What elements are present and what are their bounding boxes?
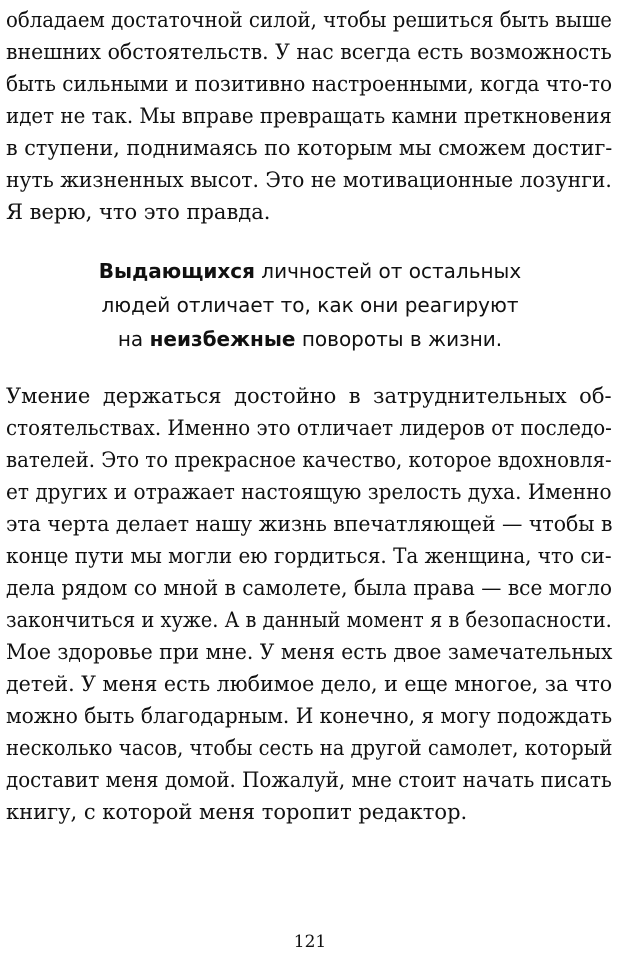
text-line: конце пути мы могли ею гордиться. Та женщина, что си- bbox=[6, 544, 612, 568]
text-line: обладаем достаточной силой, чтобы решиться быть выше bbox=[6, 8, 612, 32]
text-line: внешних обстоятельств. У нас всегда есть возможность bbox=[6, 40, 612, 64]
page-number: 121 bbox=[293, 932, 327, 952]
text-line: эта черта делает нашу жизнь впечатляющей — чтобы в bbox=[6, 512, 613, 536]
quote-line-2: людей отличает то, как они реагируют bbox=[101, 293, 519, 317]
text-line: стоятельствах. Именно это отличает лидеров от последо- bbox=[6, 416, 612, 440]
quote-emphasis: Выдающихся bbox=[98, 259, 255, 283]
text-line: нуть жизненных высот. Это не мотивационные лозунги. bbox=[6, 168, 612, 192]
quote-line-3 bbox=[0, 322, 620, 356]
text-line: книгу, с которой меня торопит редактор. bbox=[6, 800, 468, 824]
text-line: вателей. Это то прекрасное качество, которое вдохновля- bbox=[6, 448, 612, 472]
text-line: быть сильными и позитивно настроенными, когда что-то bbox=[6, 72, 613, 96]
text-line: детей. У меня есть любимое дело, и еще многое, за что bbox=[6, 672, 613, 696]
text-line: в ступени, поднимаясь по которым мы сможем достиг- bbox=[6, 136, 613, 160]
quote-line-1 bbox=[0, 254, 620, 288]
text-line: дела рядом со мной в самолете, была права — все могло bbox=[6, 576, 613, 600]
text-line: Умение держаться достойно в затруднительных об- bbox=[6, 384, 612, 408]
paragraph-2 bbox=[6, 380, 612, 828]
text-line: несколько часов, чтобы сесть на другой самолет, который bbox=[6, 736, 613, 760]
text-line: Мое здоровье при мне. У меня есть двое замечательных bbox=[6, 640, 613, 664]
text-line: Я верю, что это правда. bbox=[6, 200, 271, 224]
quote-emphasis: неизбежные bbox=[149, 327, 296, 351]
text-line: идет не так. Мы вправе превращать камни преткновения bbox=[6, 104, 612, 128]
pull-quote bbox=[0, 254, 620, 356]
quote-text: повороты в жизни. bbox=[295, 327, 503, 351]
quote-text: на bbox=[117, 327, 150, 351]
quote-text: личностей от остальных bbox=[254, 259, 522, 283]
text-line: доставит меня домой. Пожалуй, мне стоит начать писать bbox=[6, 768, 612, 792]
paragraph-1 bbox=[6, 4, 612, 228]
text-line: можно быть благодарным. И конечно, я могу подождать bbox=[6, 704, 613, 728]
text-line: закончиться и хуже. А в данный момент я в безопасности. bbox=[6, 608, 612, 632]
text-line: ет других и отражает настоящую зрелость духа. Именно bbox=[6, 480, 612, 504]
